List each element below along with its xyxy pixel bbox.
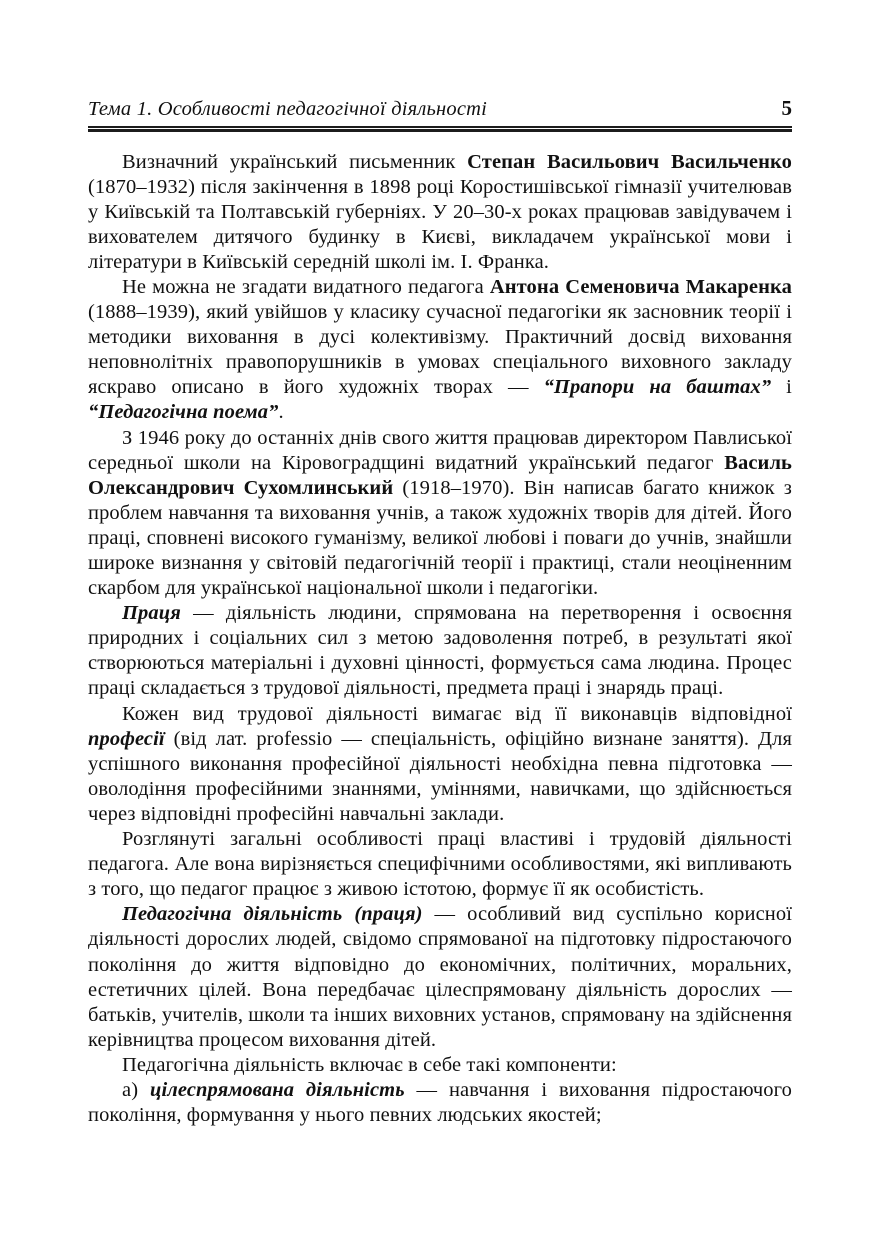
header-rule-thin-line: [88, 126, 792, 128]
book-page: [88, 96, 792, 1128]
header-rule: [88, 126, 792, 132]
text-run: — навчання і виховання підростаючого покоління, формування у нього певних людських якостей;: [88, 1078, 792, 1127]
paragraph: [88, 1078, 792, 1128]
text-run: — діяльність людини, спрямована на перетворення і освоєння природних і соціальних сил з метою задоволення потреб, в результаті якої створюються матеріальні і духовні цінності, формується сама людина. Процес праці складається з трудової діяльності, предмета праці і знарядь праці.: [88, 602, 792, 700]
paragraph: [88, 827, 792, 902]
text-body: [88, 150, 792, 1129]
text-run: .: [278, 401, 284, 424]
paragraph: [88, 275, 792, 426]
text-run: — особливий вид суспільно корисної діяльності дорослих людей, свідомо спрямованої на підготовку підростаючого покоління до життя відповідно до економічних, політичних, моральних, естетичних цілей. Вона передбачає цілеспрямовану діяльність дорослих — батьків, учителів, школи та інших виховних установ, спрямовану на здійснення керівництва процесом виховання дітей.: [88, 903, 793, 1051]
running-header: [88, 96, 792, 121]
running-header-title: Тема 1. Особливості педагогічної діяльності: [88, 98, 488, 120]
text-run: Визначний український письменник: [122, 150, 468, 173]
bold-text-run: Степан Васильович Васильченко: [467, 150, 792, 173]
paragraph: [88, 601, 792, 701]
paragraph: [88, 902, 792, 1053]
paragraph: [88, 426, 792, 602]
bold-text-run: Василь Олександрович Сухомлинський: [88, 451, 792, 499]
bold-italic-text-run: Педагогічна діяльність (праця): [122, 903, 423, 926]
text-run: і: [771, 376, 792, 399]
page-number: 5: [781, 96, 792, 120]
bold-italic-text-run: “Прапори на баштах”: [543, 376, 772, 399]
text-run: (1870–1932) після закінчення в 1898 році Коростишівської гімназії учителював у Київській та Полтавській губерніях. У 20–30-х роках працював завідувачем і вихователем дитячого будинку в Києві, викладачем української мови і літератури в Київській середній школі ім. І. Франка.: [88, 175, 792, 273]
text-run: Розглянуті загальні особливості праці властиві і трудовій діяльності педагога. Але вона вирізняється специфічними особливостями, які випливають з того, що педагог працює з живою істотою, формує її як особистість.: [88, 828, 792, 901]
text-run: (від лат. professio — спеціальність, офіційно визнане заняття). Для успішного виконання професійної діяльності необхідна певна підготовка — оволодіння професійними знаннями, уміннями, навичками, що здійснюється через відповідні професійні навчальні заклади.: [88, 727, 792, 825]
text-run: а): [122, 1078, 150, 1101]
paragraph: [88, 1053, 792, 1078]
bold-text-run: Антона Семеновича Макаренка: [489, 275, 792, 298]
text-run: Не можна не згадати видатного педагога: [122, 275, 490, 298]
bold-italic-text-run: “Педагогічна поема”: [88, 401, 279, 424]
bold-italic-text-run: Праця: [122, 602, 181, 625]
text-run: З 1946 року до останніх днів свого життя працював директором Павлиської середньої школи на Кіровоградщині видатний український педагог: [88, 426, 792, 474]
text-run: Педагогічна діяльність включає в себе такі компоненти:: [122, 1053, 617, 1076]
paragraph: [88, 702, 792, 827]
text-run: (1888–1939), який увійшов у класику сучасної педагогіки як засновник теорії і методики виховання в дусі колективізму. Практичний досвід виховання неповнолітніх правопорушників в умовах спеціального виховного закладу яскраво описано в його художніх творах —: [88, 301, 792, 399]
header-rule-thick-line: [88, 129, 792, 132]
paragraph: [88, 150, 792, 275]
bold-italic-text-run: професії: [88, 727, 165, 750]
bold-italic-text-run: цілеспрямована діяльність: [149, 1078, 405, 1101]
text-run: Кожен вид трудової діяльності вимагає від її виконавців відповідної: [122, 702, 792, 725]
text-run: (1918–1970). Він написав багато книжок з проблем навчання та виховання учнів, а також художніх творів для дітей. Його праці, сповнені високого гуманізму, великої любові і поваги до учнів, знайшли широке визнання у світовій педагогічній теорії і практиці, стали неоціненним скарбом для української національної школи і педагогіки.: [88, 476, 792, 600]
